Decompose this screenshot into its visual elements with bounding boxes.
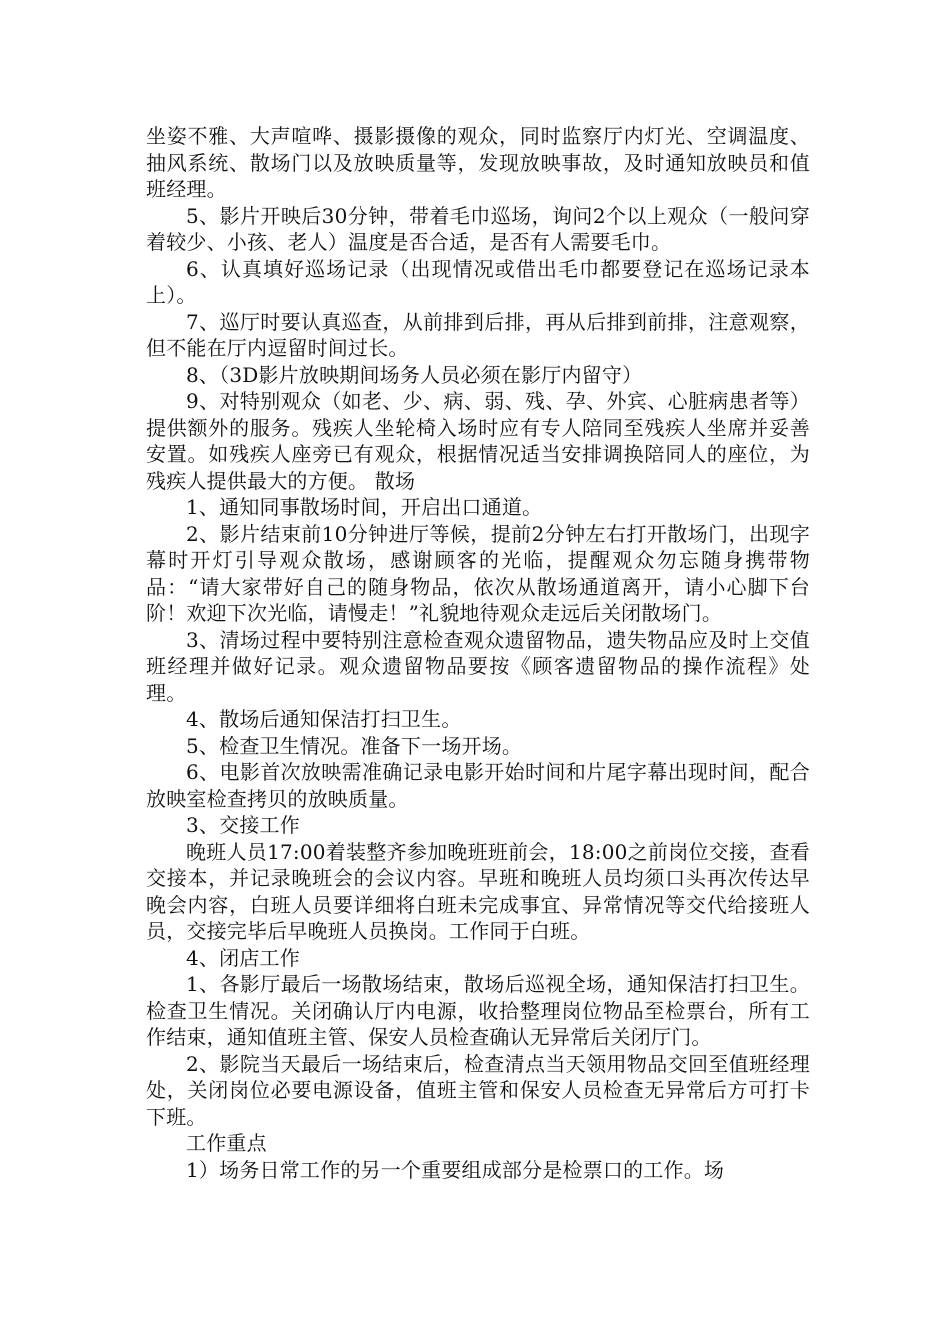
paragraph-seating-monitoring: 坐姿不雅、大声喧哗、摄影摄像的观众，同时监察厅内灯光、空调温度、抽风系统、散场门以及放映质量等，发现放映事故，及时通知放映员和值班经理。 [146,124,810,201]
section-heading-handover: 3、交接工作 [186,813,300,837]
paragraph-item-7-hall-inspection: 7、巡厅时要认真巡查，从前排到后排，再从后排到前排，注意观察，但不能在厅内逗留时间过长。 [146,309,810,360]
paragraph-item-5-towel-patrol: 5、影片开映后30分钟，带着毛巾巡场，询问2个以上观众（一般问穿着较少、小孩、老人）温度是否合适，是否有人需要毛巾。 [146,203,810,254]
paragraph-handover-details: 晚班人员17:00着装整齐参加晚班班前会，18:00之前岗位交接，查看交接本，并记录晚班会的会议内容。早班和晚班人员均须口头再次传达早晚会内容，白班人员要详细将白班未完成事宜、异常情况等交代给接班人员，交接完毕后早晚班人员换岗。工作同于白班。 [146,839,810,943]
paragraph-exit-item-1: 1、通知同事散场时间，开启出口通道。 [186,495,543,519]
section-heading-closing: 4、闭店工作 [186,945,300,970]
paragraph-exit-item-3: 3、清场过程中要特别注意检查观众遗留物品，遗失物品应及时上交值班经理并做好记录。观众遗留物品要按《顾客遗留物品的操作流程》处理。 [146,627,810,705]
section-heading-key-work: 工作重点 [186,1131,267,1155]
paragraph-closing-item-1: 1、各影厅最后一场散场结束，散场后巡视全场，通知保洁打扫卫生。检查卫生情况。关闭确认厅内电源，收拾整理岗位物品至检票台，所有工作结束，通知值班主管、保安人员检查确认无异常后关闭厅门。 [146,972,810,1049]
document-body [146,123,810,1183]
paragraph-closing-item-2: 2、影院当天最后一场结束后，检查清点当天领用物品交回至值班经理处，关闭岗位必要电源设备，值班主管和保安人员检查无异常后方可打卡下班。 [146,1051,810,1129]
paragraph-exit-item-2: 2、影片结束前10分钟进厅等候，提前2分钟左右打开散场门，出现字幕时开灯引导观众散场，感谢顾客的光临，提醒观众勿忘随身携带物品：“请大家带好自己的随身物品，依次从散场通道离开，请小心脚下台阶！欢迎下次光临，请慢走！”礼貌地待观众走远后关闭散场门。 [146,521,810,625]
paragraph-key-work-item-1: 1）场务日常工作的另一个重要组成部分是检票口的工作。场 [186,1157,725,1182]
paragraph-item-6-patrol-record: 6、认真填好巡场记录（出现情况或借出毛巾都要登记在巡场记录本上）。 [146,256,810,307]
paragraph-item-8-3d-screening: 8、（3D影片放映期间场务人员必须在影厅内留守） [186,362,643,387]
paragraph-exit-item-6: 6、电影首次放映需准确记录电影开始时间和片尾字幕出现时间，配合放映室检查拷贝的放映质量。 [146,760,810,811]
paragraph-exit-item-4: 4、散场后通知保洁打扫卫生。 [186,707,462,731]
paragraph-item-9-special-guests: 9、对特别观众（如老、少、病、弱、残、孕、外宾、心脏病患者等）提供额外的服务。残疾人坐轮椅入场时应有专人陪同至残疾人坐席并妥善安置。如残疾人座旁已有观众，根据情况适当安排调换陪同人的座位，为残疾人提供最大的方便。 散场 [146,389,810,493]
paragraph-exit-item-5: 5、检查卫生情况。准备下一场开场。 [186,733,523,758]
